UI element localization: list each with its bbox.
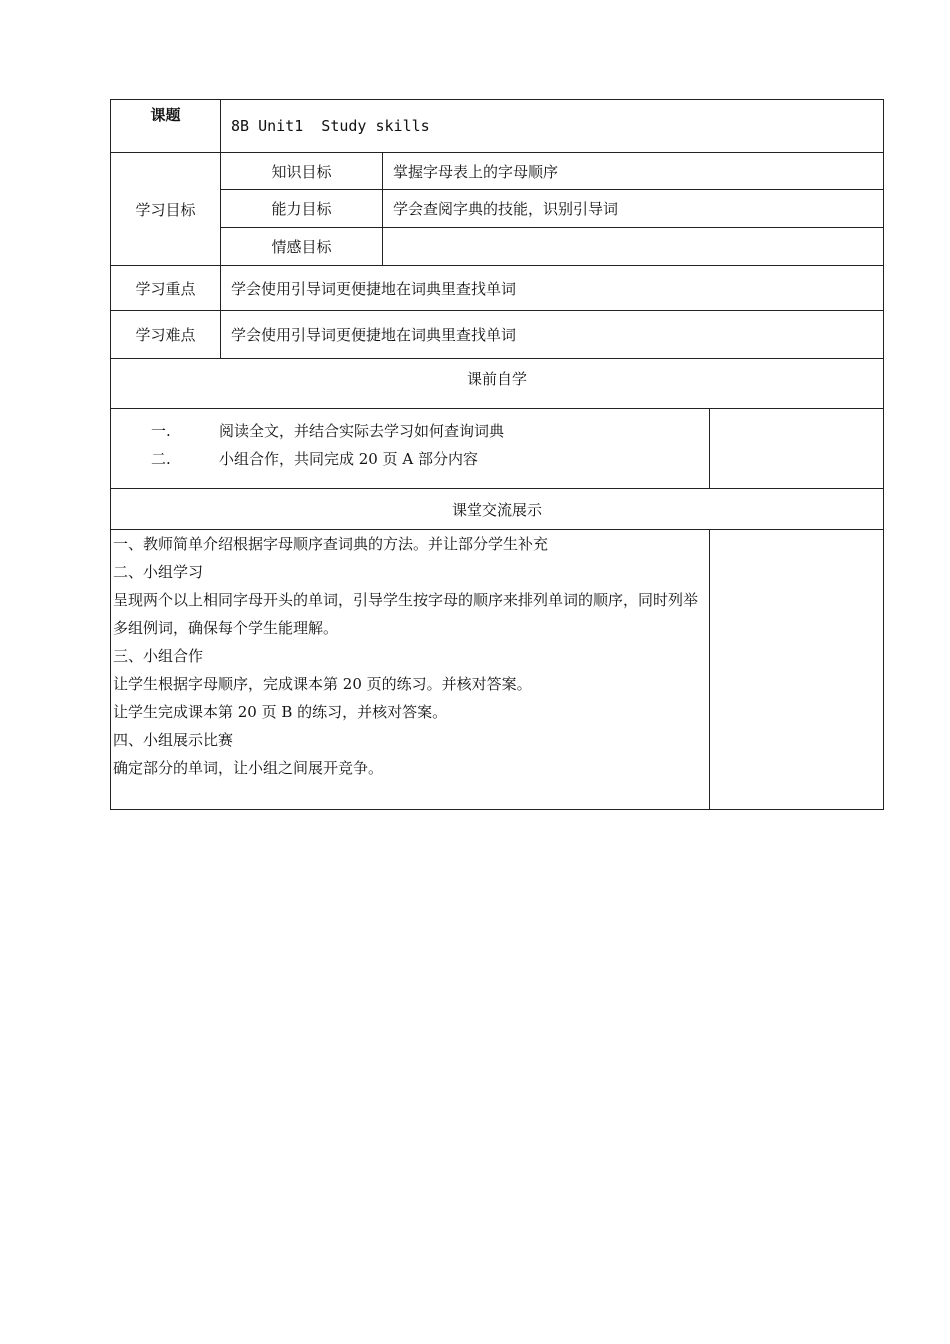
preview-notes-cell xyxy=(710,409,884,489)
key-point-label: 学习重点 xyxy=(111,266,221,311)
preview-heading: 课前自学 xyxy=(111,359,884,409)
preview-item xyxy=(151,445,709,473)
classroom-line: 二、小组学习 xyxy=(113,563,204,581)
objective-label-ability: 能力目标 xyxy=(221,190,383,228)
classroom-line: 三、小组合作 xyxy=(113,647,204,665)
preview-item-text: 小组合作，共同完成 20 页 A 部分内容 xyxy=(219,450,478,468)
preview-item xyxy=(151,417,709,445)
classroom-heading-row xyxy=(111,489,884,530)
title-label: 课题 xyxy=(111,100,221,153)
preview-item-number: 一. xyxy=(151,422,171,440)
difficulty-label: 学习难点 xyxy=(111,311,221,359)
title-row xyxy=(111,100,884,153)
objective-label-knowledge: 知识目标 xyxy=(221,153,383,190)
preview-list xyxy=(111,409,710,489)
title-value: 8B Unit1 Study skills xyxy=(221,100,884,153)
classroom-content-row xyxy=(111,530,884,810)
key-point-row xyxy=(111,266,884,311)
classroom-line: 呈现两个以上相同字母开头的单词，引导学生按字母的顺序来排列单词的顺序，同时列举多组例词，确保每个学生能理解。 xyxy=(113,591,699,637)
objective-row-ability xyxy=(111,190,884,228)
classroom-content xyxy=(111,530,710,810)
preview-item-text: 阅读全文，并结合实际去学习如何查询词典 xyxy=(219,422,505,440)
classroom-line: 让学生根据字母顺序，完成课本第 20 页的练习。并核对答案。 xyxy=(113,675,532,693)
objective-value-emotion xyxy=(383,228,884,266)
objective-label-emotion: 情感目标 xyxy=(221,228,383,266)
objective-row-knowledge xyxy=(111,153,884,190)
preview-content-row xyxy=(111,409,884,489)
objective-row-emotion xyxy=(111,228,884,266)
classroom-line: 四、小组展示比赛 xyxy=(113,731,234,749)
lesson-plan-table xyxy=(110,99,884,810)
classroom-heading: 课堂交流展示 xyxy=(111,489,884,530)
objective-value-ability: 学会查阅字典的技能，识别引导词 xyxy=(383,190,884,228)
difficulty-value: 学会使用引导词更便捷地在词典里查找单词 xyxy=(221,311,884,359)
preview-item-number: 二. xyxy=(151,450,171,468)
difficulty-row xyxy=(111,311,884,359)
objective-value-knowledge: 掌握字母表上的字母顺序 xyxy=(383,153,884,190)
classroom-line: 让学生完成课本第 20 页 B 的练习，并核对答案。 xyxy=(113,703,448,721)
classroom-notes-cell xyxy=(710,530,884,810)
objectives-label: 学习目标 xyxy=(111,153,221,266)
preview-heading-row xyxy=(111,359,884,409)
classroom-line: 确定部分的单词，让小组之间展开竞争。 xyxy=(113,759,384,777)
key-point-value: 学会使用引导词更便捷地在词典里查找单词 xyxy=(221,266,884,311)
classroom-line: 一、教师简单介绍根据字母顺序查词典的方法。并让部分学生补充 xyxy=(113,535,549,553)
